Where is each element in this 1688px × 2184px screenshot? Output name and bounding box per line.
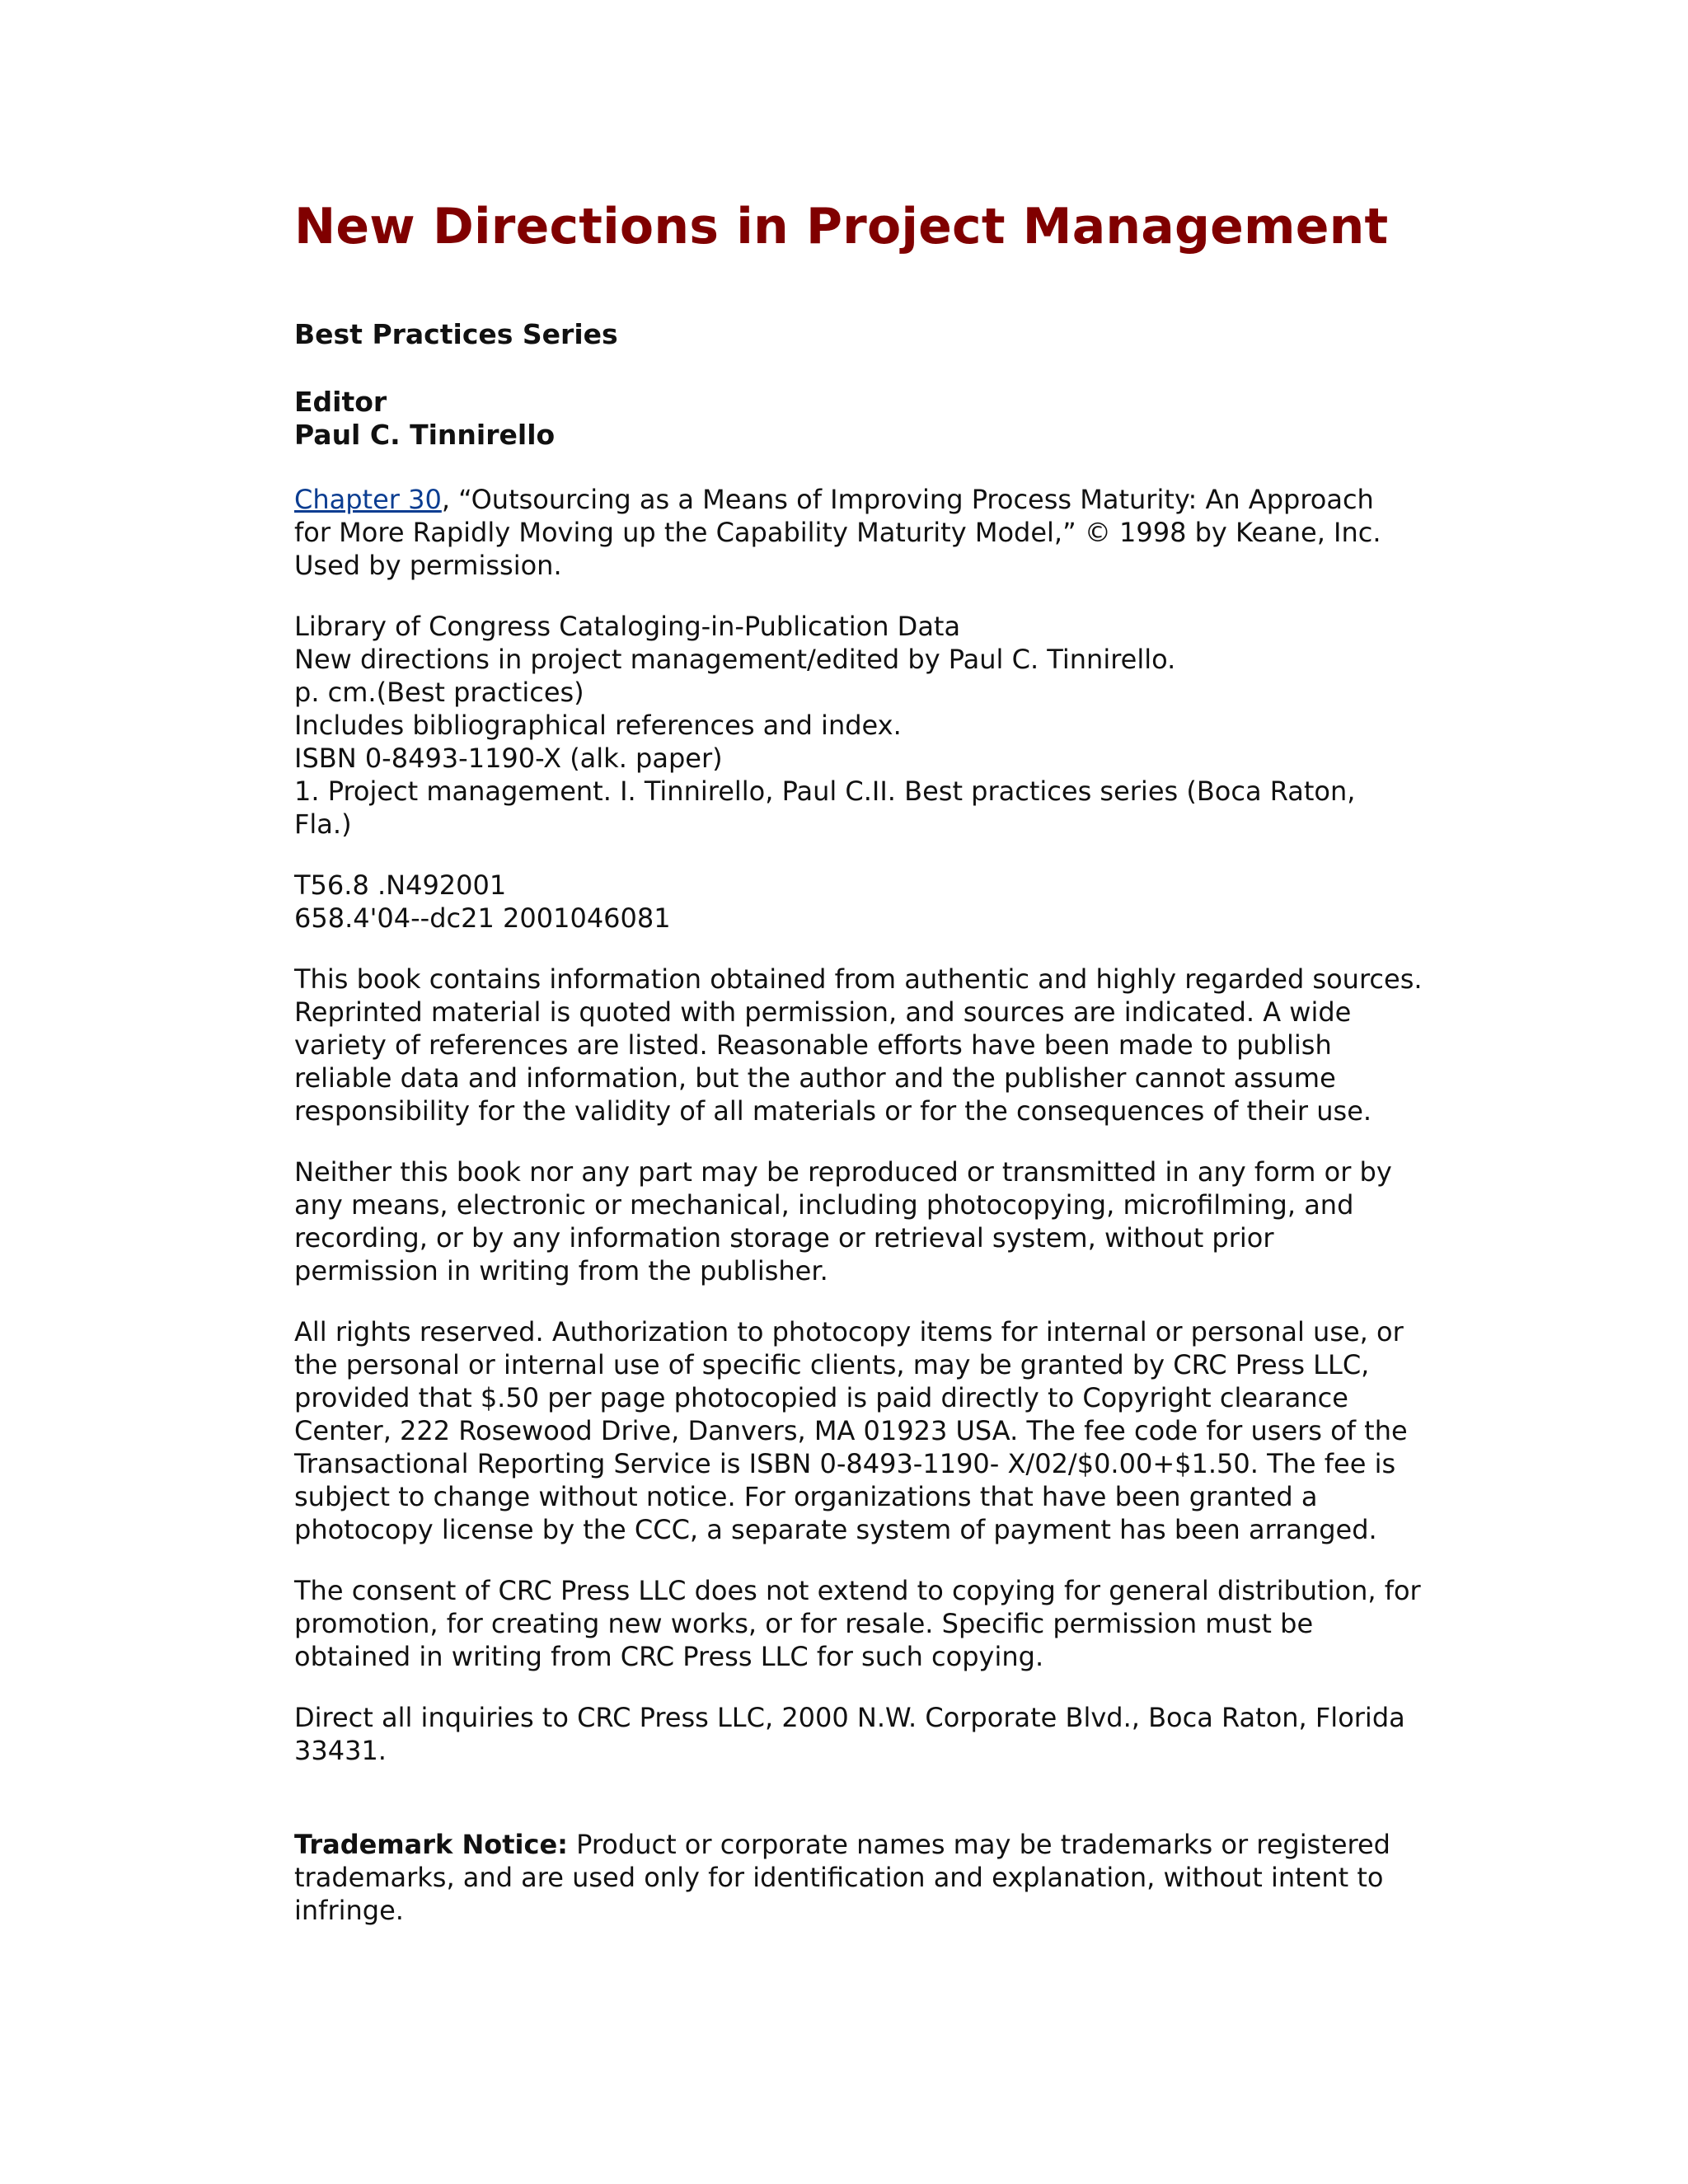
paragraph-line: promotion, for creating new works, or for resale. Specific permission must be [294, 1608, 1314, 1639]
paragraph-line: any means, electronic or mechanical, including photocopying, microfilming, and [294, 1189, 1354, 1221]
inquiries-paragraph [294, 1701, 1481, 1767]
paragraph-line: obtained in writing from CRC Press LLC for such copying. [294, 1641, 1044, 1672]
classification-line: T56.8 .N492001 [294, 869, 507, 901]
paragraph-line: photocopy license by the CCC, a separate system of payment has been arranged. [294, 1514, 1377, 1545]
editor-block [294, 386, 1481, 452]
paragraph-line: the personal or internal use of specific clients, may be granted by CRC Press LLC, [294, 1349, 1370, 1380]
cip-data [294, 610, 1481, 841]
chapter-credit-text: , “Outsourcing as a Means of Improving Process Maturity: An Approach [441, 484, 1374, 515]
paragraph-line: recording, or by any information storage or retrieval system, without prior [294, 1222, 1274, 1254]
paragraph-line: responsibility for the validity of all materials or for the consequences of their use. [294, 1095, 1372, 1127]
cip-line: New directions in project management/edited by Paul C. Tinnirello. [294, 644, 1176, 675]
trademark-notice [294, 1828, 1481, 1927]
series-name: Best Practices Series [294, 318, 618, 350]
reproduction-paragraph [294, 1155, 1481, 1287]
cip-line: Library of Congress Cataloging-in-Publication Data [294, 611, 961, 642]
chapter-credit [294, 483, 1481, 582]
paragraph-line: Reprinted material is quoted with permission, and sources are indicated. A wide [294, 996, 1352, 1028]
rights-paragraph [294, 1315, 1481, 1546]
paragraph-line: All rights reserved. Authorization to photocopy items for internal or personal use, or [294, 1316, 1404, 1347]
paragraph-line: Transactional Reporting Service is ISBN 0-8493-1190- X/02/$0.00+$1.50. The fee is [294, 1448, 1396, 1479]
chapter-credit-line-2: for More Rapidly Moving up the Capability Maturity Model,” © 1998 by Keane, Inc. [294, 517, 1381, 548]
trademark-line-1 [294, 1828, 1481, 1861]
document-page [294, 196, 1481, 1927]
cip-line: Includes bibliographical references and index. [294, 710, 902, 741]
paragraph-line: reliable data and information, but the author and the publisher cannot assume [294, 1062, 1336, 1094]
cip-line: p. cm.(Best practices) [294, 677, 584, 708]
page-title: New Directions in Project Management [294, 198, 1389, 255]
consent-paragraph [294, 1574, 1481, 1673]
paragraph-line: This book contains information obtained from authentic and highly regarded sources. [294, 963, 1423, 995]
paragraph-line: permission in writing from the publisher. [294, 1255, 828, 1286]
cip-line: ISBN 0-8493-1190-X (alk. paper) [294, 743, 723, 774]
paragraph-line: subject to change without notice. For organizations that have been granted a [294, 1481, 1318, 1512]
paragraph-line: Direct all inquiries to CRC Press LLC, 2000 N.W. Corporate Blvd., Boca Raton, Florida [294, 1702, 1405, 1733]
classification-numbers [294, 869, 1481, 935]
classification-line: 658.4'04--dc21 2001046081 [294, 902, 671, 934]
paragraph-line: Center, 222 Rosewood Drive, Danvers, MA 01923 USA. The fee code for users of the [294, 1415, 1408, 1446]
editor-label: Editor [294, 386, 387, 418]
chapter-credit-line-3: Used by permission. [294, 550, 562, 581]
paragraph-line: provided that $.50 per page photocopied is paid directly to Copyright clearance [294, 1382, 1348, 1413]
paragraph-line: The consent of CRC Press LLC does not extend to copying for general distribution, for [294, 1575, 1421, 1606]
cip-line: 1. Project management. I. Tinnirello, Paul C.II. Best practices series (Boca Raton, [294, 776, 1356, 807]
editor-name: Paul C. Tinnirello [294, 419, 556, 451]
cip-line: Fla.) [294, 808, 352, 840]
trademark-text: Product or corporate names may be trademarks or registered [567, 1829, 1390, 1860]
trademark-label: Trademark Notice: [294, 1829, 568, 1860]
paragraph-line: Neither this book nor any part may be reproduced or transmitted in any form or by [294, 1156, 1392, 1188]
sources-paragraph [294, 963, 1481, 1127]
trademark-line-3: infringe. [294, 1895, 404, 1926]
paragraph-line: variety of references are listed. Reasonable efforts have been made to publish [294, 1029, 1332, 1061]
chapter-credit-line-1 [294, 483, 1481, 516]
paragraph-line: 33431. [294, 1735, 387, 1766]
trademark-line-2: trademarks, and are used only for identification and explanation, without intent to [294, 1862, 1384, 1893]
chapter-30-link[interactable]: Chapter 30 [294, 484, 442, 515]
